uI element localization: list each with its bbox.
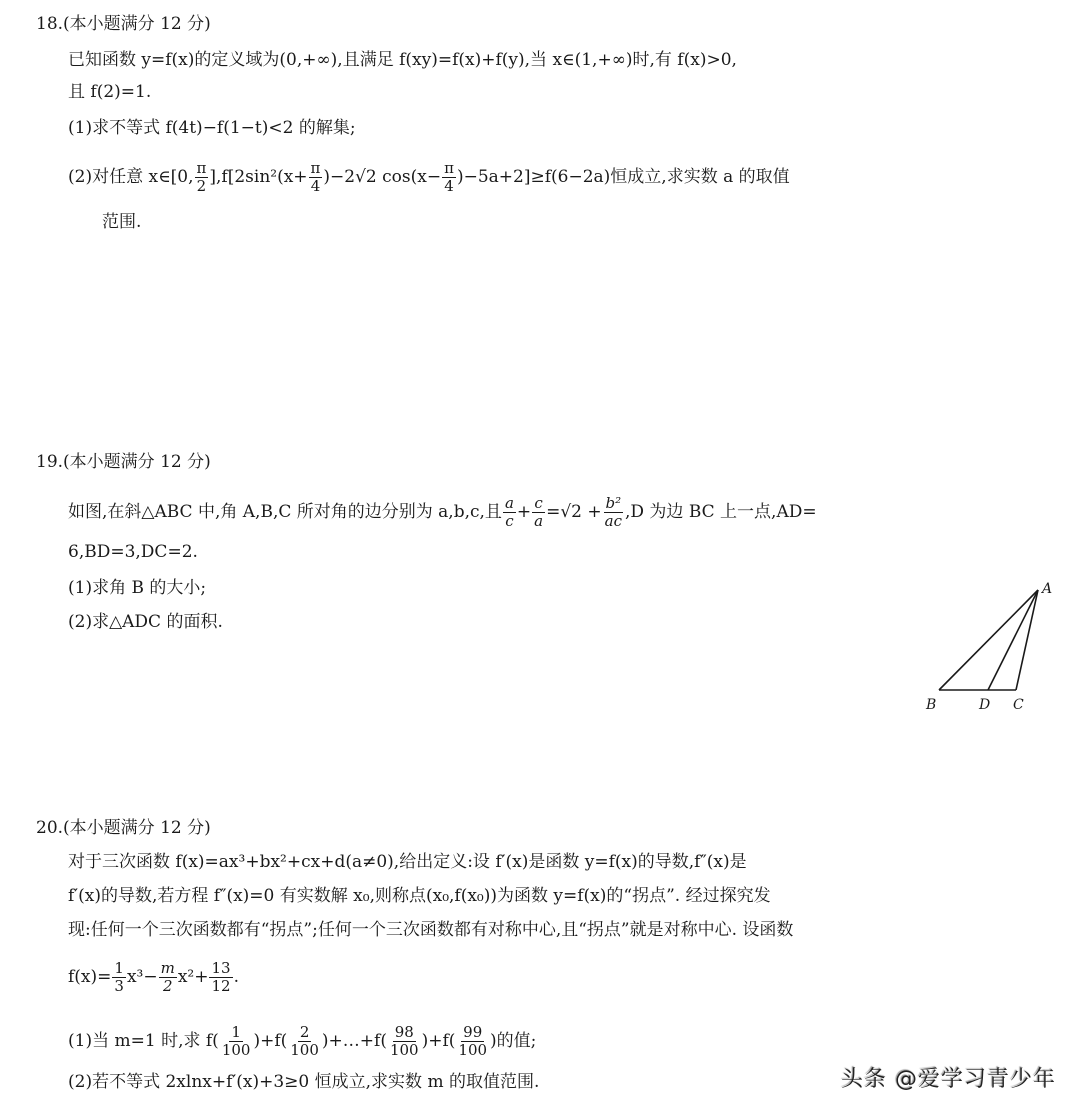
- q18-part2-text-a: (2)对任意 x∈[0,: [68, 167, 194, 187]
- q18-part2-text-b: ],f[2sin²(x+: [209, 167, 308, 187]
- q18-part2: [68, 160, 790, 195]
- q19-header: 19.(本小题满分 12 分): [36, 452, 211, 472]
- q19-stem-line2: 6,BD=3,DC=2.: [68, 542, 198, 562]
- fraction-1-over-100: $\frac{1}{100}$: [221, 1023, 251, 1059]
- q20-header: 20.(本小题满分 12 分): [36, 818, 211, 838]
- vertex-label-d: D: [979, 697, 991, 713]
- part1-text-e: )的值;: [490, 1031, 537, 1051]
- vertex-label-a: A: [1042, 581, 1053, 597]
- part1-text-d: )+f(: [421, 1031, 456, 1051]
- fraction-pi-over-4: $\frac{\pi}{4}$: [444, 159, 454, 195]
- fraction-a-over-c: $\frac{a}{c}$: [504, 494, 514, 530]
- q19-stem-line1: [68, 495, 817, 530]
- fraction-m-over-2: $\frac{m}{2}$: [160, 959, 175, 995]
- plus-sign: +: [516, 502, 532, 522]
- func-text-d: .: [233, 967, 239, 987]
- watermark: 头条 @爱学习青少年: [841, 1067, 1056, 1092]
- equals-sqrt2: =√2 +: [546, 502, 602, 522]
- q19-text-b: ,D 为边 BC 上一点,AD=: [624, 502, 817, 522]
- triangle-abc-figure: [920, 575, 1060, 720]
- vertex-label-c: C: [1013, 697, 1024, 713]
- q18-part2-text-c: )−2√2 cos(x−: [323, 167, 442, 187]
- q19-text-a: 如图,在斜△ABC 中,角 A,B,C 所对角的边分别为 a,b,c,且: [68, 502, 502, 522]
- q20-stem-line3: 现:任何一个三次函数都有“拐点”;任何一个三次函数都有对称中心,且“拐点”就是对称中心. 设函数: [68, 920, 794, 940]
- q18-part1: (1)求不等式 f(4t)−f(1−t)<2 的解集;: [68, 118, 356, 138]
- q18-header: 18.(本小题满分 12 分): [36, 14, 211, 34]
- part1-text-c: )+…+f(: [321, 1031, 387, 1051]
- q19-part1: (1)求角 B 的大小;: [68, 578, 207, 598]
- func-text-a: f(x)=: [68, 967, 112, 987]
- q18-stem-line1: 已知函数 y=f(x)的定义域为(0,+∞),且满足 f(xy)=f(x)+f(y),当 x∈(1,+∞)时,有 f(x)>0,: [68, 50, 737, 70]
- func-text-c: x²+: [177, 967, 209, 987]
- fraction-13-over-12: $\frac{13}{12}$: [211, 959, 231, 995]
- func-text-b: x³−: [126, 967, 158, 987]
- fraction-c-over-a: $\frac{c}{a}$: [534, 494, 544, 530]
- part1-text-b: )+f(: [253, 1031, 288, 1051]
- q18-stem-line2: 且 f(2)=1.: [68, 82, 152, 102]
- fraction-99-over-100: $\frac{99}{100}$: [458, 1023, 488, 1059]
- part1-text-a: (1)当 m=1 时,求 f(: [68, 1031, 219, 1051]
- q20-stem-line1: 对于三次函数 f(x)=ax³+bx²+cx+d(a≠0),给出定义:设 f′(x)是函数 y=f(x)的导数,f″(x)是: [68, 852, 747, 872]
- vertex-label-b: B: [926, 697, 937, 713]
- q20-part1: [68, 1024, 536, 1059]
- q18-part2-text-d: )−5a+2]≥f(6−2a)恒成立,求实数 a 的取值: [456, 167, 790, 187]
- fraction-1-over-3: $\frac{1}{3}$: [114, 959, 124, 995]
- q18-part2-tail: 范围.: [102, 212, 142, 232]
- q20-part2: (2)若不等式 2xlnx+f′(x)+3≥0 恒成立,求实数 m 的取值范围.: [68, 1072, 540, 1092]
- fraction-pi-over-2: $\frac{\pi}{2}$: [196, 159, 207, 195]
- q20-function-def: [68, 960, 239, 995]
- fraction-pi-over-4: $\frac{\pi}{4}$: [310, 159, 321, 195]
- q20-stem-line2: f′(x)的导数,若方程 f″(x)=0 有实数解 x₀,则称点(x₀,f(x₀))为函数 y=f(x)的“拐点”. 经过探究发: [68, 886, 771, 906]
- fraction-b2-over-ac: $\frac{\text{b²}}{ac}$: [604, 494, 622, 530]
- fraction-2-over-100: $\frac{2}{100}$: [290, 1023, 319, 1059]
- fraction-98-over-100: $\frac{98}{100}$: [389, 1023, 419, 1059]
- q19-part2: (2)求△ADC 的面积.: [68, 612, 223, 632]
